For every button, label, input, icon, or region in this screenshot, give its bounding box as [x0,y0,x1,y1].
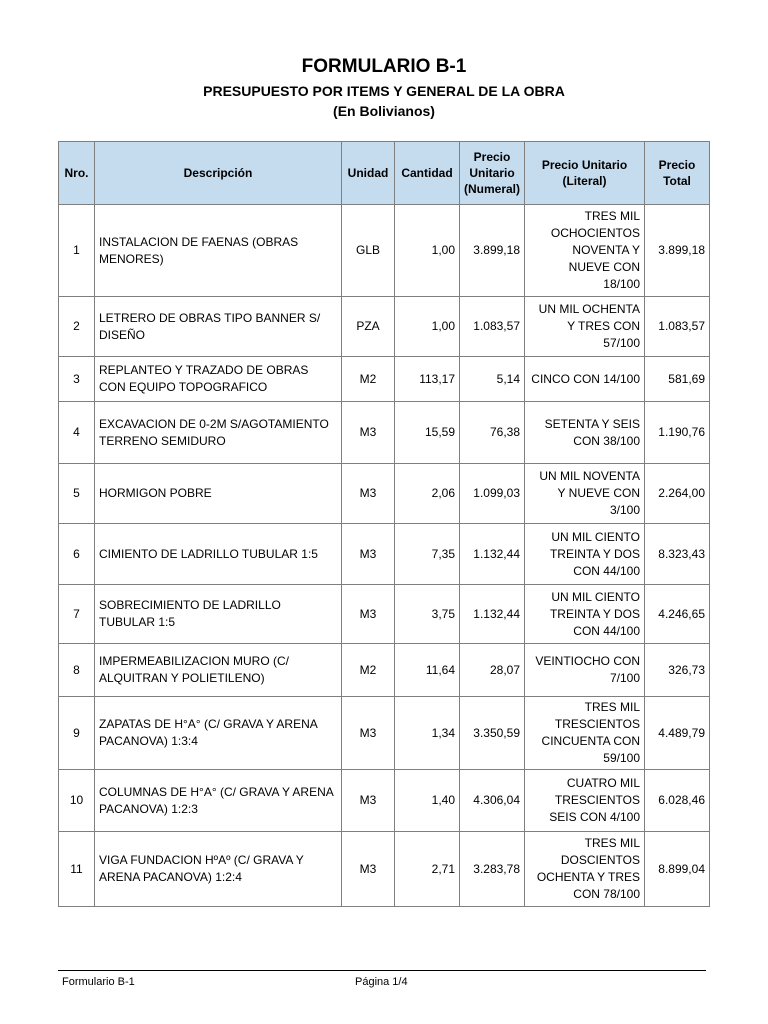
row-number: 10 [59,770,95,832]
row-description: INSTALACION DE FAENAS (OBRAS MENORES) [95,205,342,297]
row-total-price: 1.190,76 [645,402,710,464]
table-header-row [59,142,710,205]
row-total-price: 581,69 [645,357,710,402]
column-header-nro: Nro. [59,142,95,205]
table-row [59,402,710,464]
row-description: LETRERO DE OBRAS TIPO BANNER S/ DISEÑO [95,297,342,357]
table-row [59,464,710,524]
row-unit-price-literal: TRES MIL DOSCIENTOS OCHENTA Y TRES CON 78/100 [525,832,645,907]
row-number: 2 [59,297,95,357]
row-total-price: 4.489,79 [645,697,710,770]
table-body [59,205,710,907]
row-description: SOBRECIMIENTO DE LADRILLO TUBULAR 1:5 [95,585,342,644]
row-description: REPLANTEO Y TRAZADO DE OBRAS CON EQUIPO TOPOGRAFICO [95,357,342,402]
row-unit-price-numeral: 4.306,04 [460,770,525,832]
row-number: 6 [59,524,95,585]
column-header-precio-unitario-numeral: Precio Unitario (Numeral) [460,142,525,205]
table-row [59,832,710,907]
row-unit-price-literal: UN MIL OCHENTA Y TRES CON 57/100 [525,297,645,357]
document-title: FORMULARIO B-1 [301,56,467,77]
row-unit-price-numeral: 3.283,78 [460,832,525,907]
row-total-price: 6.028,46 [645,770,710,832]
row-number: 7 [59,585,95,644]
row-unit-price-numeral: 1.132,44 [460,585,525,644]
row-unit: PZA [342,297,395,357]
table-row [59,357,710,402]
row-unit-price-literal: UN MIL NOVENTA Y NUEVE CON 3/100 [525,464,645,524]
column-header-unidad: Unidad [342,142,395,205]
row-unit-price-literal: UN MIL CIENTO TREINTA Y DOS CON 44/100 [525,585,645,644]
row-unit-price-numeral: 1.099,03 [460,464,525,524]
table-row [59,770,710,832]
row-quantity: 11,64 [395,644,460,697]
column-header-cantidad: Cantidad [395,142,460,205]
row-total-price: 8.899,04 [645,832,710,907]
document-subtitle: PRESUPUESTO POR ITEMS Y GENERAL DE LA OBRA [203,83,565,99]
row-unit-price-numeral: 28,07 [460,644,525,697]
table-row [59,697,710,770]
row-total-price: 8.323,43 [645,524,710,585]
row-number: 4 [59,402,95,464]
column-header-precio-unitario-literal: Precio Unitario (Literal) [525,142,645,205]
row-description: CIMIENTO DE LADRILLO TUBULAR 1:5 [95,524,342,585]
table-row [59,524,710,585]
row-quantity: 15,59 [395,402,460,464]
row-quantity: 1,34 [395,697,460,770]
row-description: EXCAVACION DE 0-2M S/AGOTAMIENTO TERRENO SEMIDURO [95,402,342,464]
budget-table [58,141,710,907]
row-description: ZAPATAS DE H°A° (C/ GRAVA Y ARENA PACANOVA) 1:3:4 [95,697,342,770]
row-quantity: 2,06 [395,464,460,524]
row-unit: M3 [342,585,395,644]
row-unit: M3 [342,697,395,770]
row-number: 11 [59,832,95,907]
row-total-price: 4.246,65 [645,585,710,644]
row-unit-price-numeral: 1.083,57 [460,297,525,357]
table-row [59,585,710,644]
row-number: 1 [59,205,95,297]
row-quantity: 7,35 [395,524,460,585]
row-unit-price-literal: CUATRO MIL TRESCIENTOS SEIS CON 4/100 [525,770,645,832]
footer-form-name: Formulario B-1 [62,976,135,988]
table-row [59,644,710,697]
row-unit: M3 [342,402,395,464]
row-unit-price-numeral: 3.350,59 [460,697,525,770]
row-number: 9 [59,697,95,770]
footer-page-number: Página 1/4 [355,976,408,988]
row-unit-price-literal: UN MIL CIENTO TREINTA Y DOS CON 44/100 [525,524,645,585]
row-total-price: 326,73 [645,644,710,697]
row-unit-price-literal: TRES MIL OCHOCIENTOS NOVENTA Y NUEVE CON 18/100 [525,205,645,297]
row-unit-price-literal: VEINTIOCHO CON 7/100 [525,644,645,697]
row-total-price: 1.083,57 [645,297,710,357]
row-unit: M3 [342,524,395,585]
row-quantity: 113,17 [395,357,460,402]
table-row [59,205,710,297]
row-quantity: 1,00 [395,297,460,357]
row-total-price: 2.264,00 [645,464,710,524]
row-unit: M3 [342,770,395,832]
row-quantity: 1,00 [395,205,460,297]
row-description: COLUMNAS DE H°A° (C/ GRAVA Y ARENA PACANOVA) 1:2:3 [95,770,342,832]
row-quantity: 3,75 [395,585,460,644]
row-unit: M3 [342,832,395,907]
column-header-descripcion: Descripción [95,142,342,205]
column-header-precio-total: Precio Total [645,142,710,205]
row-description: HORMIGON POBRE [95,464,342,524]
row-unit-price-numeral: 3.899,18 [460,205,525,297]
row-unit: GLB [342,205,395,297]
row-description: IMPERMEABILIZACION MURO (C/ ALQUITRAN Y POLIETILENO) [95,644,342,697]
row-unit-price-literal: SETENTA Y SEIS CON 38/100 [525,402,645,464]
row-total-price: 3.899,18 [645,205,710,297]
row-number: 3 [59,357,95,402]
row-description: VIGA FUNDACION HºAº (C/ GRAVA Y ARENA PACANOVA) 1:2:4 [95,832,342,907]
row-unit: M2 [342,644,395,697]
row-number: 5 [59,464,95,524]
row-unit-price-numeral: 76,38 [460,402,525,464]
row-unit-price-literal: TRES MIL TRESCIENTOS CINCUENTA CON 59/100 [525,697,645,770]
row-quantity: 2,71 [395,832,460,907]
row-quantity: 1,40 [395,770,460,832]
row-unit-price-numeral: 1.132,44 [460,524,525,585]
row-unit: M3 [342,464,395,524]
row-unit-price-literal: CINCO CON 14/100 [525,357,645,402]
currency-note: (En Bolivianos) [333,103,435,119]
table-row [59,297,710,357]
row-unit-price-numeral: 5,14 [460,357,525,402]
row-unit: M2 [342,357,395,402]
row-number: 8 [59,644,95,697]
footer-divider [58,970,706,971]
document-header [0,54,768,121]
